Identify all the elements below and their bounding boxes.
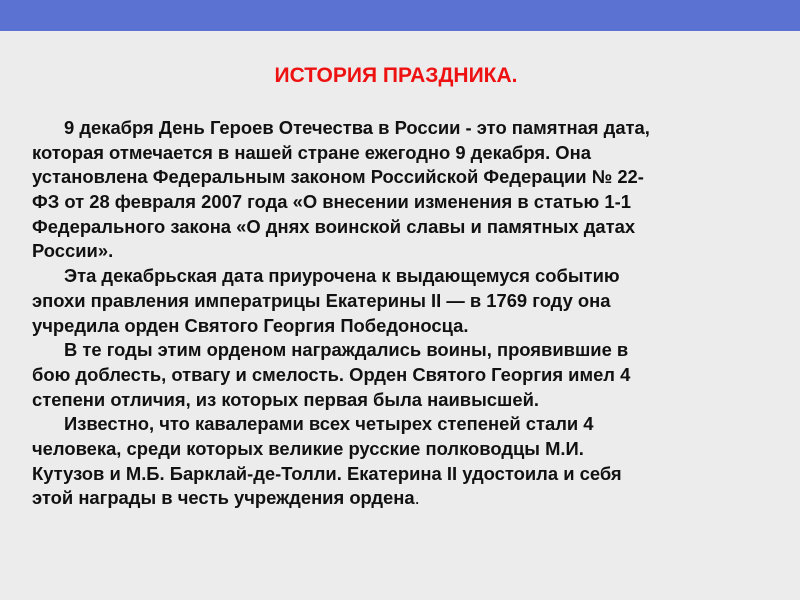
paragraph-3-line-2: бою доблесть, отвагу и смелость. Орден Святого Георгия имел 4 [32, 363, 631, 385]
paragraph-4-line-3: Кутузов и М.Б. Барклай-де-Толли. Екатерина II удостоила и себя [32, 462, 622, 484]
paragraph-1-line-5: Федерального закона «О днях воинской славы и памятных датах [32, 215, 636, 237]
paragraph-4-line-1: Известно, что кавалерами всех четырех степеней стали 4 [64, 413, 594, 435]
paragraph-1-line-4: ФЗ от 28 февраля 2007 года «О внесении изменения в статью 1-1 [32, 191, 631, 213]
slide-title [0, 63, 800, 89]
paragraph-4-trailing-period: . [414, 487, 420, 509]
paragraph-2-line-2: эпохи правления императрицы Екатерины II — в 1769 году она [32, 289, 611, 311]
slide-title-text: ИСТОРИЯ ПРАЗДНИКА. [274, 64, 518, 87]
paragraph-1-line-3: установлена Федеральным законом Российской Федерации № 22- [32, 166, 644, 188]
paragraph-2-line-3: учредила орден Святого Георгия Победоносца. [32, 314, 469, 336]
paragraph-1-line-2: которая отмечается в нашей стране ежегодно 9 декабря. Она [32, 141, 591, 163]
paragraph-1-line-1: 9 декабря День Героев Отечества в России - это памятная дата, [64, 117, 650, 138]
paragraph-3-line-1: В те годы этим орденом награждались воины, проявившие в [64, 339, 629, 361]
paragraph-4-line-4-text: этой награды в честь учреждения ордена [32, 487, 415, 509]
top-accent-bar [0, 0, 800, 31]
slide-body-text [32, 116, 778, 511]
paragraph-2-line-1: Эта декабрьская дата приурочена к выдающемуся событию [64, 265, 620, 287]
paragraph-4-line-4 [32, 486, 778, 511]
paragraph-3-line-3: степени отличия, из которых первая была наивысшей. [32, 388, 539, 410]
paragraph-1-line-6: России». [32, 240, 114, 262]
paragraph-4-line-2: человека, среди которых великие русские полководцы М.И. [32, 437, 584, 459]
